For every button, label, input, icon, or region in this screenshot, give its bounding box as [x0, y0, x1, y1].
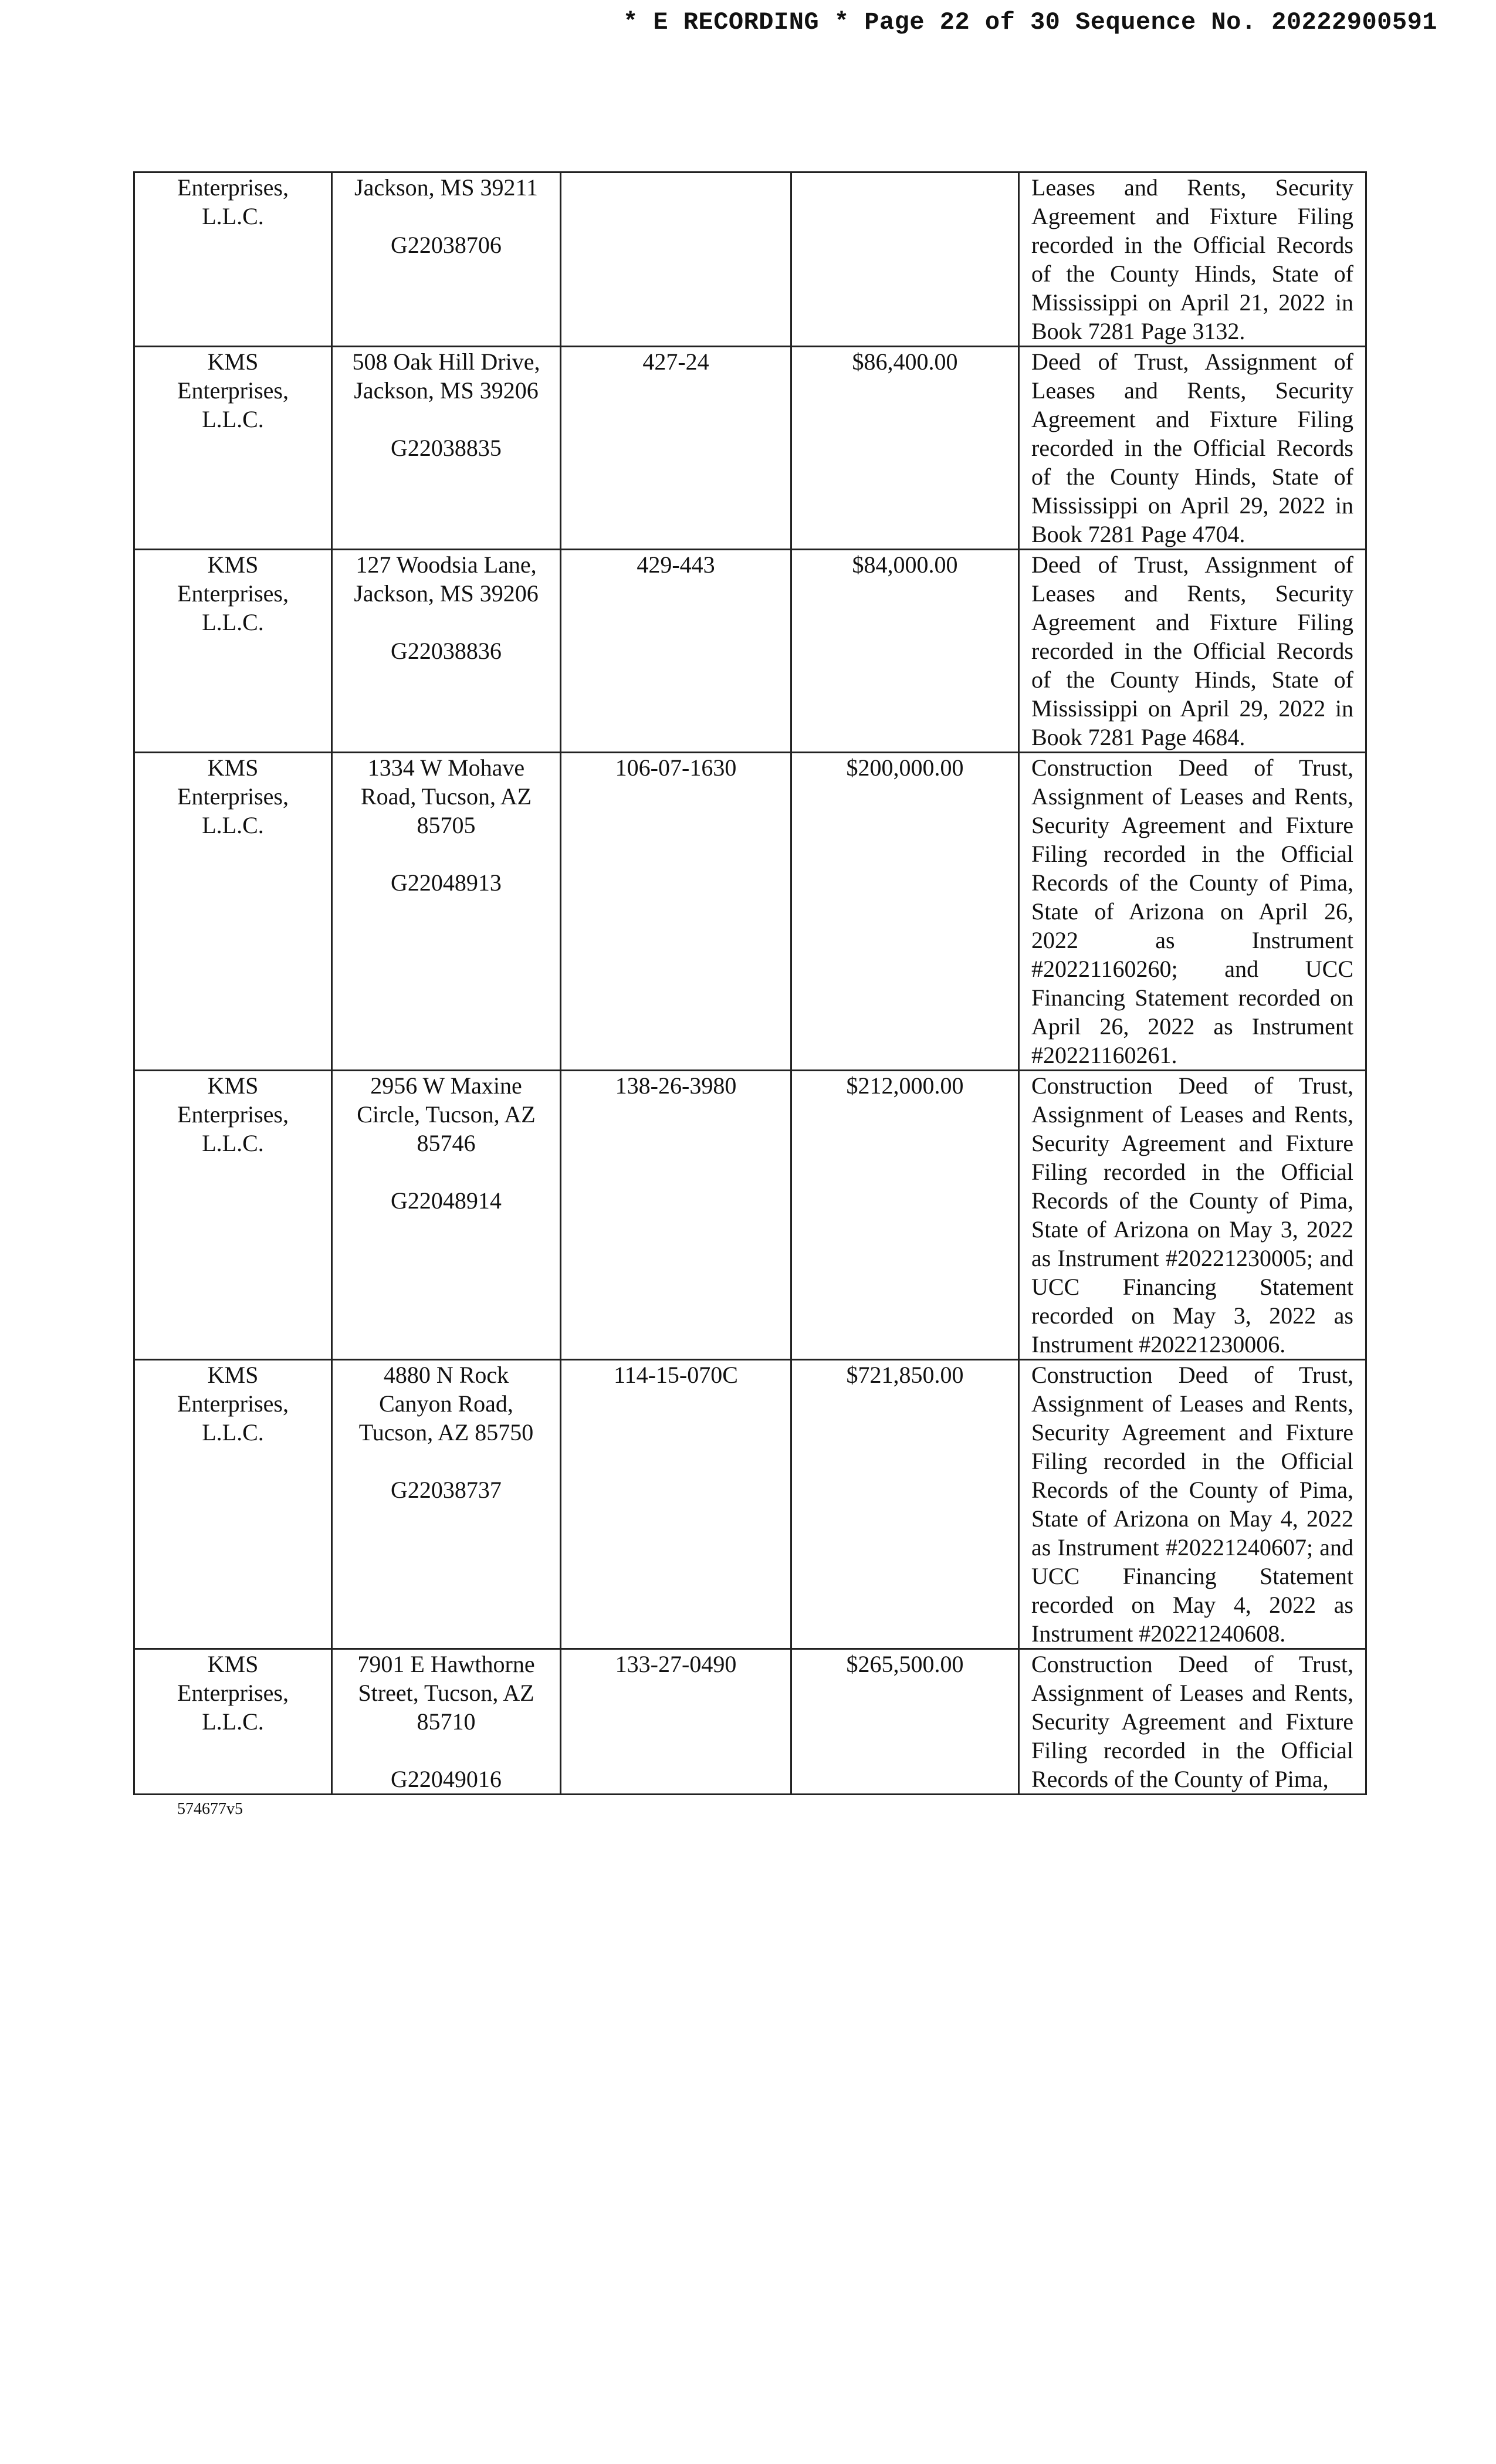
parcel-cell: 427-24	[561, 347, 791, 550]
amount-cell	[791, 172, 1019, 347]
property-schedule-table	[133, 171, 1367, 1795]
parcel-cell: 114-15-070C	[561, 1360, 791, 1649]
loan-number: G22038737	[391, 1477, 502, 1503]
loan-number: G22038836	[391, 638, 502, 664]
owner-cell: KMS Enterprises, L.L.C.	[134, 1360, 332, 1649]
amount-cell: $265,500.00	[791, 1649, 1019, 1795]
address-cell: 7901 E Hawthorne Street, Tucson, AZ 85710 G22049016	[332, 1649, 561, 1795]
table-row	[134, 1360, 1366, 1649]
amount-cell: $86,400.00	[791, 347, 1019, 550]
parcel-cell	[561, 172, 791, 347]
table-row	[134, 550, 1366, 753]
parcel-cell: 138-26-3980	[561, 1071, 791, 1360]
owner-cell: Enterprises, L.L.C.	[134, 172, 332, 347]
instrument-cell: Construction Deed of Trust, Assignment of Leases and Rents, Security Agreement and Fixture Filing recorded in the Official Records of the County of Pima,	[1019, 1649, 1366, 1795]
instrument-cell: Construction Deed of Trust, Assignment of Leases and Rents, Security Agreement and Fixture Filing recorded in the Official Records of the County of Pima, State of Arizona on May 3, 2022 as Instrument #20221230005; and UCC Financing Statement recorded on May 3, 2022 as Instrument #20221230006.	[1019, 1071, 1366, 1360]
recording-header: * E RECORDING * Page 22 of 30 Sequence No. 20222900591	[622, 8, 1437, 36]
table-row	[134, 1649, 1366, 1795]
document-id: 574677v5	[177, 1800, 243, 1818]
owner-cell: KMS Enterprises, L.L.C.	[134, 1071, 332, 1360]
instrument-cell: Leases and Rents, Security Agreement and Fixture Filing recorded in the Official Records of the County Hinds, State of Mississippi on April 21, 2022 in Book 7281 Page 3132.	[1019, 172, 1366, 347]
instrument-cell: Deed of Trust, Assignment of Leases and Rents, Security Agreement and Fixture Filing recorded in the Official Records of the County Hinds, State of Mississippi on April 29, 2022 in Book 7281 Page 4684.	[1019, 550, 1366, 753]
owner-cell: KMS Enterprises, L.L.C.	[134, 753, 332, 1071]
parcel-cell: 429-443	[561, 550, 791, 753]
parcel-cell: 106-07-1630	[561, 753, 791, 1071]
instrument-cell: Construction Deed of Trust, Assignment of Leases and Rents, Security Agreement and Fixture Filing recorded in the Official Records of the County of Pima, State of Arizona on April 26, 2022 as Instrument #20221160260; and UCC Financing Statement recorded on April 26, 2022 as Instrument #20221160261.	[1019, 753, 1366, 1071]
table-row	[134, 172, 1366, 347]
owner-cell: KMS Enterprises, L.L.C.	[134, 347, 332, 550]
instrument-cell: Deed of Trust, Assignment of Leases and Rents, Security Agreement and Fixture Filing recorded in the Official Records of the County Hinds, State of Mississippi on April 29, 2022 in Book 7281 Page 4704.	[1019, 347, 1366, 550]
address-cell: Jackson, MS 39211 G22038706	[332, 172, 561, 347]
amount-cell: $721,850.00	[791, 1360, 1019, 1649]
owner-cell: KMS Enterprises, L.L.C.	[134, 550, 332, 753]
amount-cell: $84,000.00	[791, 550, 1019, 753]
instrument-cell: Construction Deed of Trust, Assignment of Leases and Rents, Security Agreement and Fixture Filing recorded in the Official Records of the County of Pima, State of Arizona on May 4, 2022 as Instrument #20221240607; and UCC Financing Statement recorded on May 4, 2022 as Instrument #20221240608.	[1019, 1360, 1366, 1649]
address-cell: 2956 W Maxine Circle, Tucson, AZ 85746 G22048914	[332, 1071, 561, 1360]
loan-number: G22038835	[391, 435, 502, 461]
owner-cell: KMS Enterprises, L.L.C.	[134, 1649, 332, 1795]
loan-number: G22038706	[391, 232, 502, 258]
loan-number: G22048914	[391, 1187, 502, 1214]
address-cell: 508 Oak Hill Drive, Jackson, MS 39206 G22038835	[332, 347, 561, 550]
table-row	[134, 347, 1366, 550]
table-row	[134, 1071, 1366, 1360]
amount-cell: $200,000.00	[791, 753, 1019, 1071]
amount-cell: $212,000.00	[791, 1071, 1019, 1360]
loan-number: G22048913	[391, 869, 502, 896]
address-cell: 4880 N Rock Canyon Road, Tucson, AZ 85750 G22038737	[332, 1360, 561, 1649]
address-cell: 127 Woodsia Lane, Jackson, MS 39206 G22038836	[332, 550, 561, 753]
loan-number: G22049016	[391, 1766, 502, 1792]
parcel-cell: 133-27-0490	[561, 1649, 791, 1795]
address-cell: 1334 W Mohave Road, Tucson, AZ 85705 G22048913	[332, 753, 561, 1071]
table-row	[134, 753, 1366, 1071]
